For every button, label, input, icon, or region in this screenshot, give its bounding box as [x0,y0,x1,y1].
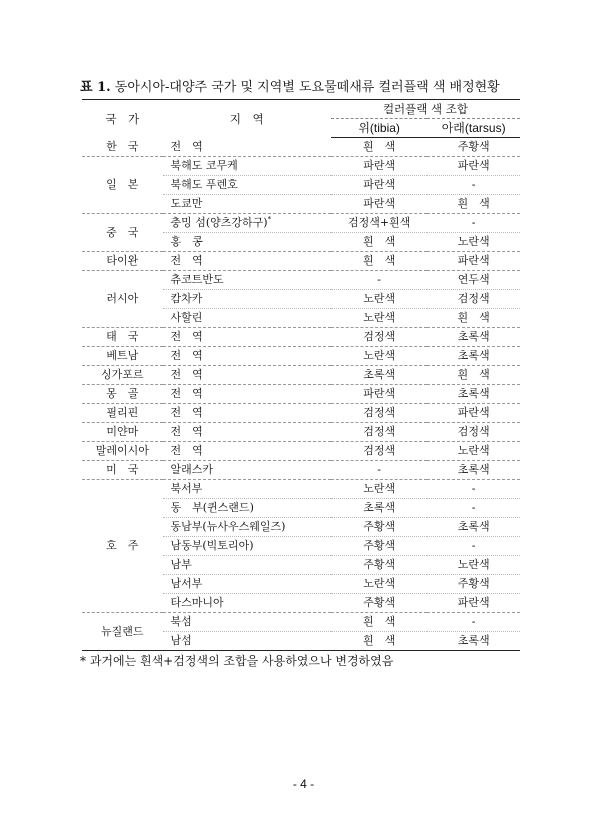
cell-region [163,404,331,423]
cell-tibia: 검정색 [331,442,427,461]
cell-tibia: 흰 색 [331,632,427,651]
cell-region [163,518,331,537]
cell-region [163,461,331,480]
cell-region [163,252,331,271]
cell-country: 몽 골 [82,385,163,404]
cell-region [163,290,331,309]
cell-tibia: 흰 색 [331,613,427,632]
cell-tarsus: 검정색 [427,290,520,309]
cell-tibia: 노란색 [331,309,427,328]
table-row [82,385,520,404]
cell-tarsus: 초록색 [427,518,520,537]
table-row [82,404,520,423]
cell-tarsus: - [427,480,520,499]
cell-tarsus: - [427,613,520,632]
cell-region [163,157,331,176]
cell-tibia: 주황색 [331,556,427,575]
cell-tibia: 흰 색 [363,140,396,153]
cell-tibia: 주황색 [331,518,427,537]
cell-region [163,233,331,252]
cell-region [163,309,331,328]
region-label: 캄차카 [170,292,203,305]
cell-tibia: - [331,461,427,480]
cell-tibia: 노란색 [331,480,427,499]
table-row [82,157,520,176]
cell-region [163,442,331,461]
cell-tibia: 노란색 [331,347,427,366]
cell-country: 일 본 [82,157,163,214]
region-label: 동 부(퀸스랜드) [170,501,254,514]
cell-tibia: 검정색 [331,328,427,347]
cell-tarsus: 초록색 [427,385,520,404]
table-title: 동아시아-대양주 국가 및 지역별 도요물떼새류 컬러플랙 색 배정현황 [114,80,500,95]
cell-region [163,328,331,347]
region-label: 북섬 [170,615,192,628]
table-number: 표 1. [80,80,111,95]
region-label: 북해도 푸렌호 [170,178,238,191]
cell-region [163,366,331,385]
region-label: 도쿄만 [170,197,203,210]
cell-tarsus: 흰 색 [427,309,520,328]
cell-country: 타이완 [82,252,163,271]
table-row [82,252,520,271]
cell-tibia: 파란색 [331,176,427,195]
cell-tibia: 노란색 [331,575,427,594]
cell-tibia: 검정색+흰색 [331,214,427,233]
region-label: 전 역 [170,368,203,381]
header-tibia: 위(tibia) [331,119,427,138]
header-tarsus: 아래(tarsus) [427,119,520,138]
footnote: * 과거에는 흰색+검정색의 조합을 사용하였으나 변경하였음 [80,654,394,668]
cell-tarsus: - [427,214,520,233]
cell-tarsus: 흰 색 [427,366,520,385]
cell-tarsus: - [427,176,520,195]
cell-region [163,347,331,366]
table-row [82,138,520,157]
cell-tarsus: 초록색 [427,328,520,347]
cell-tibia: 초록색 [331,499,427,518]
cell-tarsus: 파란색 [427,594,520,613]
table-row [82,366,520,385]
cell-country: 싱가포르 [82,366,163,385]
cell-region [163,271,331,290]
cell-tibia: - [331,271,427,290]
cell-tarsus: 주황색 [427,575,520,594]
cell-country: 러시아 [82,271,163,328]
region-label: 전 역 [170,387,203,400]
cell-region [163,575,331,594]
cell-tibia: 검정색 [331,404,427,423]
region-label: 전 역 [170,139,203,153]
cell-country: 뉴질랜드 [82,613,163,651]
cell-country: 베트남 [82,347,163,366]
table-row [82,442,520,461]
region-label: 타스마니아 [170,596,224,609]
cell-tarsus: 검정색 [427,423,520,442]
cell-tarsus: 파란색 [427,404,520,423]
cell-region [163,537,331,556]
page-number: - 4 - [292,777,315,791]
cell-region [163,423,331,442]
cell-tarsus: 파란색 [427,252,520,271]
cell-country: 미 국 [82,461,163,480]
cell-tarsus: 파란색 [427,157,520,176]
cell-tibia: 파란색 [331,195,427,214]
region-label: 남섬 [170,634,192,647]
cell-tarsus: 노란색 [427,556,520,575]
cell-tibia: 초록색 [331,366,427,385]
cell-country: 말레이시아 [82,442,163,461]
region-label: 알래스카 [170,463,214,476]
color-flag-table [82,99,520,651]
cell-tarsus: 초록색 [427,461,520,480]
cell-tarsus: 노란색 [427,442,520,461]
cell-region [163,613,331,632]
region-label: 북서부 [170,482,203,495]
region-label: 전 역 [170,444,203,457]
cell-region [163,385,331,404]
cell-tarsus: - [427,537,520,556]
table-row [82,214,520,233]
cell-region [163,594,331,613]
region-label: 사할린 [170,311,203,324]
header-country: 국 가 [82,100,163,138]
cell-tibia: 흰 색 [331,233,427,252]
cell-country: 호 주 [82,480,163,613]
table-row [82,271,520,290]
cell-region [163,176,331,195]
region-label: 츄코트반도 [170,273,224,286]
cell-tibia: 흰 색 [331,252,427,271]
region-label: 남서부 [170,577,203,590]
cell-country: 미얀마 [82,423,163,442]
cell-region [163,195,331,214]
cell-tarsus: 연두색 [427,271,520,290]
cell-tibia: 파란색 [331,385,427,404]
region-label: 남동부(빅토리아) [170,539,254,552]
region-label: 전 역 [170,330,203,343]
cell-tibia: 노란색 [331,290,427,309]
table-row [82,480,520,499]
cell-tarsus: 초록색 [427,632,520,651]
cell-tibia: 검정색 [331,423,427,442]
cell-tarsus: 노란색 [427,233,520,252]
region-label: 충밍 섬(양츠강하구) [170,216,268,229]
cell-region [163,138,331,157]
region-label: 남부 [170,558,192,571]
cell-tibia: 파란색 [331,157,427,176]
cell-region [163,556,331,575]
cell-region [163,480,331,499]
cell-tarsus: - [427,499,520,518]
footnote-mark: * [267,215,272,224]
table-caption [80,76,500,95]
cell-region [163,214,331,233]
cell-region [163,632,331,651]
cell-tibia: 주황색 [331,594,427,613]
cell-country: 한 국 [106,139,139,153]
cell-tarsus: 흰 색 [427,195,520,214]
header-region: 지 역 [163,100,331,138]
header-combo: 컬러플랙 색 조합 [331,100,520,119]
table-row [82,613,520,632]
region-label: 동남부(뉴사우스웨일즈) [170,520,286,533]
table-row [82,423,520,442]
table-row [82,461,520,480]
table-row [82,347,520,366]
region-label: 전 역 [170,425,203,438]
region-label: 전 역 [170,349,203,362]
cell-region [163,499,331,518]
table-row [82,328,520,347]
region-label: 홍 콩 [170,235,203,248]
region-label: 전 역 [170,406,203,419]
cell-country: 필리핀 [82,404,163,423]
cell-tarsus: 초록색 [427,347,520,366]
cell-tarsus: 주황색 [457,140,490,153]
cell-country: 중 국 [82,214,163,252]
cell-country: 태 국 [82,328,163,347]
region-label: 북해도 코무케 [170,159,238,172]
cell-tibia: 주황색 [331,537,427,556]
region-label: 전 역 [170,254,203,267]
